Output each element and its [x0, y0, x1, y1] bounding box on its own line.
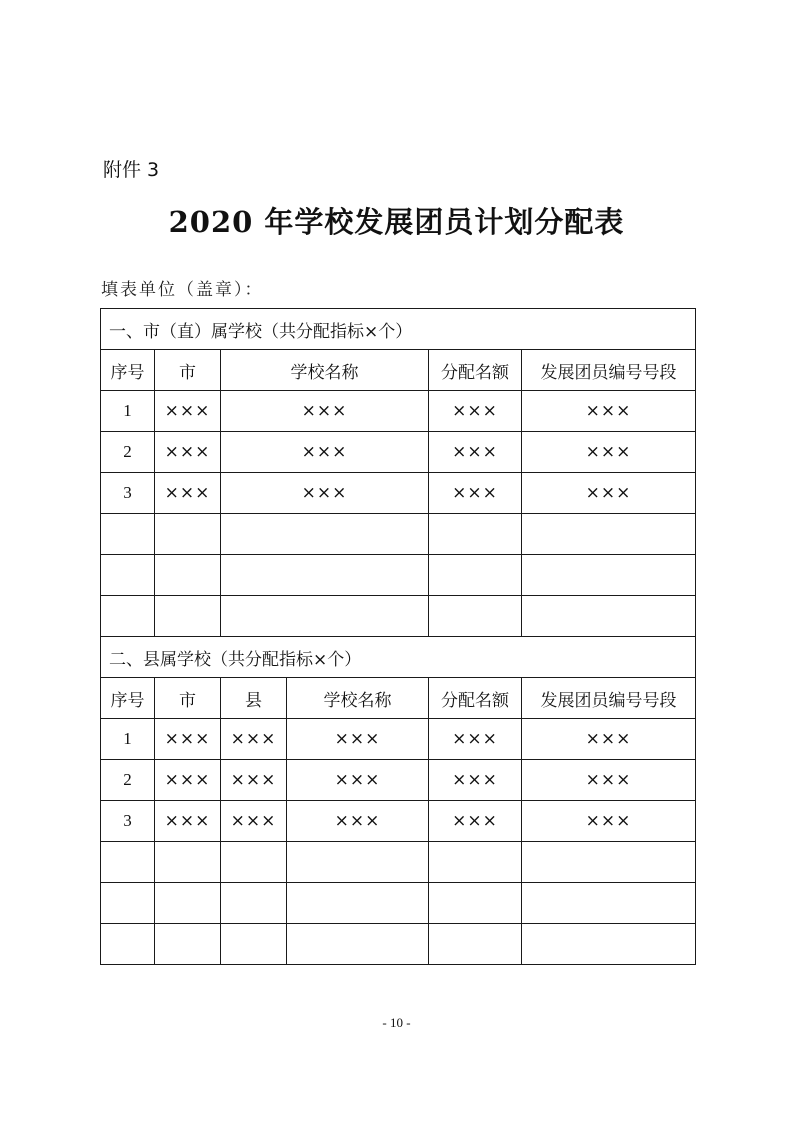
section-2-title: 二、县属学校（共分配指标×个）	[101, 637, 696, 678]
cell-city: ×××	[155, 760, 221, 801]
table-row	[101, 924, 696, 965]
cell-quota	[429, 596, 522, 637]
fill-unit-label: 填表单位（盖章）：	[101, 280, 264, 300]
cell-seq: 1	[101, 719, 155, 760]
cell-number-range	[522, 842, 696, 883]
cell-seq: 3	[101, 801, 155, 842]
cell-seq: 2	[101, 432, 155, 473]
cell-school-name	[221, 514, 429, 555]
cell-city	[155, 924, 221, 965]
table-row	[101, 842, 696, 883]
cell-county: ×××	[221, 719, 287, 760]
cell-city	[155, 842, 221, 883]
col-header-school-name: 学校名称	[221, 350, 429, 391]
table-row	[101, 473, 696, 514]
cell-school-name: ×××	[221, 432, 429, 473]
cell-city	[155, 596, 221, 637]
cell-school-name	[287, 924, 429, 965]
cell-number-range: ×××	[522, 432, 696, 473]
cell-seq	[101, 514, 155, 555]
cell-school-name	[287, 842, 429, 883]
cell-number-range	[522, 924, 696, 965]
cell-school-name	[287, 883, 429, 924]
col-header-county: 县	[221, 678, 287, 719]
cell-city	[155, 555, 221, 596]
cell-quota: ×××	[429, 432, 522, 473]
cell-city	[155, 883, 221, 924]
allocation-table	[100, 308, 696, 965]
cell-quota	[429, 842, 522, 883]
cell-number-range: ×××	[522, 801, 696, 842]
cell-number-range	[522, 596, 696, 637]
cell-county	[221, 924, 287, 965]
cell-quota: ×××	[429, 719, 522, 760]
cell-quota	[429, 883, 522, 924]
cell-county	[221, 883, 287, 924]
section-2-header-row	[101, 678, 696, 719]
col-header-quota: 分配名额	[429, 678, 522, 719]
cell-seq	[101, 883, 155, 924]
section-1-header-row	[101, 350, 696, 391]
table-row	[101, 555, 696, 596]
cell-quota	[429, 555, 522, 596]
cell-county	[221, 842, 287, 883]
cell-school-name: ×××	[287, 760, 429, 801]
cell-school-name: ×××	[287, 719, 429, 760]
cell-quota	[429, 924, 522, 965]
cell-seq	[101, 924, 155, 965]
cell-number-range	[522, 883, 696, 924]
cell-quota: ×××	[429, 760, 522, 801]
cell-seq: 2	[101, 760, 155, 801]
cell-school-name	[221, 555, 429, 596]
cell-seq: 1	[101, 391, 155, 432]
cell-city: ×××	[155, 801, 221, 842]
cell-city: ×××	[155, 719, 221, 760]
col-header-seq: 序号	[101, 678, 155, 719]
cell-quota: ×××	[429, 391, 522, 432]
section-1-title-row	[101, 309, 696, 350]
cell-city: ×××	[155, 391, 221, 432]
cell-number-range: ×××	[522, 719, 696, 760]
cell-seq	[101, 555, 155, 596]
cell-seq	[101, 596, 155, 637]
table-row	[101, 514, 696, 555]
col-header-number-range: 发展团员编号号段	[522, 678, 696, 719]
cell-city	[155, 514, 221, 555]
cell-school-name: ×××	[221, 473, 429, 514]
section-1-title: 一、市（直）属学校（共分配指标×个）	[101, 309, 696, 350]
cell-number-range: ×××	[522, 473, 696, 514]
cell-city: ×××	[155, 473, 221, 514]
cell-number-range: ×××	[522, 391, 696, 432]
cell-county: ×××	[221, 760, 287, 801]
cell-city: ×××	[155, 432, 221, 473]
table-row	[101, 719, 696, 760]
table-row	[101, 391, 696, 432]
col-header-city: 市	[155, 350, 221, 391]
page-number: - 10 -	[382, 1015, 411, 1030]
cell-school-name: ×××	[287, 801, 429, 842]
attachment-label: 附件 3	[103, 159, 160, 181]
cell-quota	[429, 514, 522, 555]
cell-seq	[101, 842, 155, 883]
cell-number-range: ×××	[522, 760, 696, 801]
cell-county: ×××	[221, 801, 287, 842]
cell-number-range	[522, 514, 696, 555]
section-2-title-row	[101, 637, 696, 678]
cell-school-name	[221, 596, 429, 637]
col-header-school-name: 学校名称	[287, 678, 429, 719]
cell-quota: ×××	[429, 473, 522, 514]
col-header-seq: 序号	[101, 350, 155, 391]
col-header-number-range: 发展团员编号号段	[522, 350, 696, 391]
table-row	[101, 883, 696, 924]
cell-school-name: ×××	[221, 391, 429, 432]
cell-seq: 3	[101, 473, 155, 514]
table-row	[101, 596, 696, 637]
cell-quota: ×××	[429, 801, 522, 842]
table-row	[101, 432, 696, 473]
col-header-quota: 分配名额	[429, 350, 522, 391]
table-row	[101, 801, 696, 842]
table-row	[101, 760, 696, 801]
document-title: 2020 年学校发展团员计划分配表	[168, 205, 625, 239]
cell-number-range	[522, 555, 696, 596]
col-header-city: 市	[155, 678, 221, 719]
